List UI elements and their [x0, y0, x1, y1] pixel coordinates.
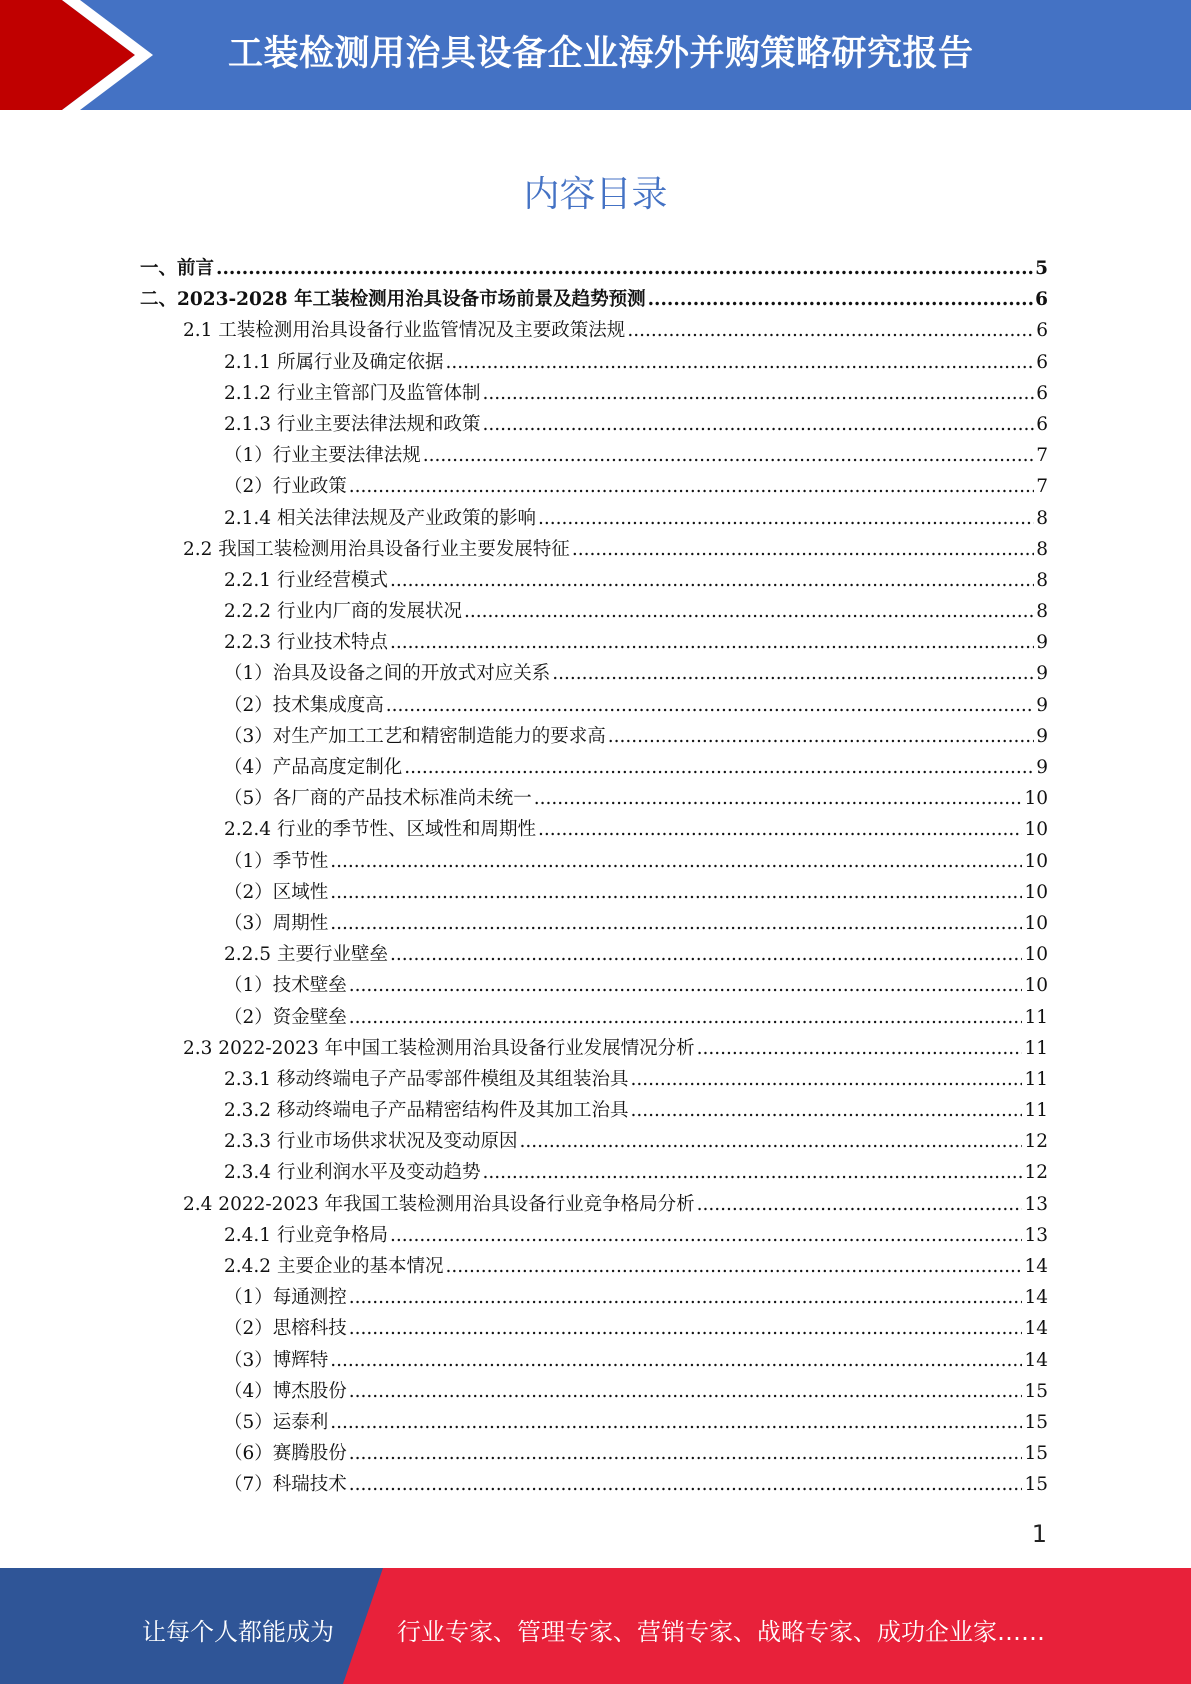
toc-entry-label: （1）治具及设备之间的开放式对应关系	[224, 663, 551, 685]
toc-entry-page: 10	[1024, 788, 1048, 810]
toc-entry[interactable]	[140, 378, 1048, 409]
header-arrow-icon	[0, 0, 200, 110]
toc-leader-dots	[482, 378, 1034, 409]
toc-leader-dots	[630, 1064, 1022, 1095]
toc-entry-page: 9	[1036, 757, 1048, 778]
toc-leader-dots	[390, 939, 1022, 970]
toc-entry-page: 10	[1024, 944, 1048, 966]
page-header-band	[0, 0, 1191, 110]
toc-entry[interactable]	[140, 1002, 1048, 1033]
toc-leader-dots	[390, 1220, 1022, 1251]
toc-entry-page: 9	[1036, 725, 1048, 747]
toc-entry-label: 2.2.1 行业经营模式	[224, 569, 388, 591]
toc-entry-label: （4）博杰股份	[224, 1380, 347, 1402]
toc-leader-dots	[445, 347, 1034, 378]
toc-entry-label: 2.3.2 移动终端电子产品精密结构件及其加工治具	[224, 1100, 629, 1122]
toc-entry-page: 11	[1024, 1037, 1048, 1059]
toc-leader-dots	[330, 1345, 1022, 1376]
toc-entry[interactable]	[140, 1095, 1048, 1126]
toc-entry[interactable]	[140, 596, 1048, 627]
toc-entry-page: 10	[1024, 850, 1048, 872]
toc-entry-label: 2.2 我国工装检测用治具设备行业主要发展特征	[183, 538, 570, 560]
toc-entry-label: （2）思榕科技	[224, 1318, 347, 1340]
toc-entry-label: 2.4 2022-2023 年我国工装检测用治具设备行业竞争格局分析	[183, 1193, 695, 1215]
toc-leader-dots	[404, 752, 1034, 783]
toc-entry-page: 8	[1036, 507, 1048, 529]
toc-leader-dots	[572, 534, 1034, 565]
toc-leader-dots	[349, 1376, 1023, 1407]
toc-entry-page: 8	[1036, 538, 1048, 560]
toc-entry-label: （3）周期性	[224, 912, 329, 934]
toc-leader-dots	[534, 783, 1023, 814]
toc-entry[interactable]	[140, 534, 1048, 565]
toc-entry-label: 一、前言	[140, 258, 215, 279]
toc-entry-page: 9	[1036, 694, 1048, 716]
toc-entry-label: （6）赛腾股份	[224, 1443, 347, 1465]
toc-entry[interactable]	[140, 721, 1048, 752]
toc-entry-page: 11	[1024, 1068, 1048, 1090]
toc-entry-page: 14	[1024, 1349, 1048, 1371]
toc-entry[interactable]	[140, 1126, 1048, 1157]
toc-entry[interactable]	[140, 752, 1048, 783]
toc-entry-page: 6	[1036, 382, 1048, 404]
toc-entry-page: 8	[1036, 569, 1048, 591]
toc-leader-dots	[482, 1157, 1022, 1188]
toc-entry-page: 14	[1024, 1256, 1048, 1277]
toc-entry-page: 6	[1036, 320, 1048, 342]
toc-entry-page: 15	[1024, 1411, 1048, 1433]
toc-entry[interactable]	[140, 1251, 1048, 1282]
toc-entry-page: 10	[1024, 881, 1048, 903]
toc-entry[interactable]	[140, 1189, 1048, 1220]
toc-leader-dots	[464, 596, 1034, 627]
toc-leader-dots	[330, 908, 1022, 939]
toc-entry-label: 2.1.3 行业主要法律法规和政策	[224, 413, 481, 435]
toc-entry-label: 2.2.4 行业的季节性、区域性和周期性	[224, 819, 536, 841]
toc-entry-label: （2）技术集成度高	[224, 694, 384, 716]
toc-leader-dots	[349, 471, 1034, 502]
toc-entry-page: 6	[1036, 413, 1048, 435]
toc-leader-dots	[630, 1095, 1022, 1126]
toc-entry-label: 2.3.3 行业市场供求状况及变动原因	[224, 1131, 518, 1153]
toc-entry[interactable]	[140, 814, 1048, 845]
toc-entry-label: （1）季节性	[224, 850, 329, 872]
toc-entry[interactable]	[140, 1282, 1048, 1313]
toc-entry[interactable]	[140, 627, 1048, 658]
toc-entry[interactable]	[140, 284, 1048, 315]
toc-leader-dots	[349, 970, 1023, 1001]
toc-entry-label: （1）行业主要法律法规	[224, 445, 421, 467]
toc-entry-label: 2.4.1 行业竞争格局	[224, 1224, 388, 1246]
toc-entry[interactable]	[140, 908, 1048, 939]
toc-leader-dots	[519, 1126, 1022, 1157]
toc-entry-page: 9	[1036, 663, 1048, 685]
toc-leader-dots	[349, 1002, 1023, 1033]
toc-heading: 内容目录	[523, 174, 668, 215]
toc-entry-label: （5）各厂商的产品技术标准尚未统一	[224, 788, 532, 810]
toc-entry-page: 7	[1036, 445, 1048, 467]
toc-entry[interactable]	[140, 1033, 1048, 1064]
report-title: 工装检测用治具设备企业海外并购策略研究报告	[228, 34, 974, 74]
toc-entry-label: （4）产品高度定制化	[224, 757, 403, 778]
toc-entry-label: （3）对生产加工工艺和精密制造能力的要求高	[224, 725, 606, 747]
toc-entry-page: 13	[1024, 1224, 1048, 1246]
toc-entry-page: 9	[1036, 632, 1048, 654]
toc-entry-label: 2.3.1 移动终端电子产品零部件模组及其组装治具	[224, 1068, 629, 1090]
toc-entry-label: 2.1.1 所属行业及确定依据	[224, 351, 444, 373]
toc-entry-label: 2.1.4 相关法律法规及产业政策的影响	[224, 507, 536, 529]
toc-entry-label: （5）运泰利	[224, 1411, 329, 1433]
toc-leader-dots	[349, 1469, 1023, 1500]
toc-entry[interactable]	[140, 471, 1048, 502]
toc-entry[interactable]	[140, 565, 1048, 596]
toc-entry[interactable]	[140, 970, 1048, 1001]
toc-entry-page: 14	[1024, 1287, 1048, 1309]
toc-leader-dots	[349, 1313, 1023, 1344]
toc-entry-page: 11	[1024, 1006, 1048, 1028]
toc-entry[interactable]	[140, 409, 1048, 440]
toc-entry-page: 15	[1024, 1380, 1048, 1402]
footer-slogan-left: 让每个人都能成为	[142, 1618, 334, 1646]
table-of-contents	[140, 253, 1048, 1501]
toc-entry-label: （7）科瑞技术	[224, 1474, 347, 1496]
toc-entry-page: 15	[1024, 1443, 1048, 1465]
toc-entry[interactable]	[140, 690, 1048, 721]
toc-leader-dots	[423, 440, 1034, 471]
toc-entry[interactable]	[140, 1345, 1048, 1376]
toc-entry[interactable]	[140, 1407, 1048, 1438]
toc-leader-dots	[216, 253, 1033, 284]
toc-entry-page: 6	[1036, 351, 1048, 373]
toc-entry[interactable]	[140, 939, 1048, 970]
toc-entry-label: （2）区域性	[224, 881, 329, 903]
toc-leader-dots	[697, 1189, 1023, 1220]
toc-entry-label: （1）每通测控	[224, 1287, 347, 1309]
toc-leader-dots	[627, 315, 1034, 346]
footer-slogan-right: 行业专家、管理专家、营销专家、战略专家、成功企业家……	[397, 1618, 1045, 1646]
toc-entry-label: 2.2.3 行业技术特点	[224, 632, 388, 654]
toc-entry[interactable]	[140, 658, 1048, 689]
toc-entry-page: 11	[1024, 1100, 1048, 1122]
toc-leader-dots	[648, 284, 1034, 315]
toc-entry[interactable]	[140, 846, 1048, 877]
toc-entry-page: 8	[1036, 601, 1048, 623]
toc-entry[interactable]	[140, 1313, 1048, 1344]
toc-entry[interactable]	[140, 1376, 1048, 1407]
toc-entry[interactable]	[140, 1157, 1048, 1188]
toc-entry-label: （3）博辉特	[224, 1349, 329, 1371]
toc-entry-page: 15	[1024, 1474, 1048, 1496]
toc-entry-page: 13	[1024, 1193, 1048, 1215]
toc-entry-label: 2.3.4 行业利润水平及变动趋势	[224, 1162, 481, 1184]
toc-entry-page: 5	[1035, 258, 1048, 279]
toc-leader-dots	[445, 1251, 1022, 1282]
toc-entry[interactable]	[140, 253, 1048, 284]
toc-entry[interactable]	[140, 1064, 1048, 1095]
page-number: 1	[1031, 1520, 1047, 1548]
toc-leader-dots	[330, 846, 1022, 877]
toc-entry-page: 14	[1024, 1318, 1048, 1340]
toc-entry-page: 10	[1024, 912, 1048, 934]
toc-leader-dots	[538, 814, 1022, 845]
toc-entry-page: 10	[1024, 819, 1048, 841]
toc-leader-dots	[390, 565, 1034, 596]
toc-entry[interactable]	[140, 347, 1048, 378]
toc-entry-label: 2.4.2 主要企业的基本情况	[224, 1256, 444, 1277]
toc-entry-label: （2）行业政策	[224, 476, 347, 498]
toc-leader-dots	[482, 409, 1034, 440]
toc-entry-label: 2.1 工装检测用治具设备行业监管情况及主要政策法规	[183, 320, 626, 342]
toc-entry-label: （2）资金壁垒	[224, 1006, 347, 1028]
toc-leader-dots	[697, 1033, 1023, 1064]
toc-leader-dots	[386, 690, 1034, 721]
toc-entry-page: 7	[1036, 476, 1048, 498]
toc-leader-dots	[330, 1407, 1022, 1438]
toc-leader-dots	[552, 658, 1034, 689]
toc-entry[interactable]	[140, 1438, 1048, 1469]
toc-leader-dots	[608, 721, 1034, 752]
toc-entry[interactable]	[140, 783, 1048, 814]
toc-entry-label: 2.3 2022-2023 年中国工装检测用治具设备行业发展情况分析	[183, 1037, 695, 1059]
page-footer-band	[0, 1568, 1191, 1684]
toc-entry-page: 6	[1035, 289, 1048, 311]
toc-entry-label: （1）技术壁垒	[224, 975, 347, 997]
toc-leader-dots	[390, 627, 1034, 658]
toc-entry-label: 2.2.2 行业内厂商的发展状况	[224, 601, 462, 623]
toc-entry[interactable]	[140, 440, 1048, 471]
toc-entry-page: 12	[1024, 1162, 1048, 1184]
toc-entry[interactable]	[140, 1220, 1048, 1251]
toc-entry-label: 二、2023-2028 年工装检测用治具设备市场前景及趋势预测	[140, 289, 646, 311]
toc-leader-dots	[349, 1282, 1023, 1313]
toc-entry[interactable]	[140, 315, 1048, 346]
toc-entry-label: 2.1.2 行业主管部门及监管体制	[224, 382, 481, 404]
toc-leader-dots	[330, 877, 1022, 908]
toc-leader-dots	[349, 1438, 1023, 1469]
toc-entry-page: 12	[1024, 1131, 1048, 1153]
toc-entry-label: 2.2.5 主要行业壁垒	[224, 944, 388, 966]
toc-entry[interactable]	[140, 877, 1048, 908]
toc-leader-dots	[538, 503, 1034, 534]
toc-entry[interactable]	[140, 1469, 1048, 1500]
toc-entry-page: 10	[1024, 975, 1048, 997]
toc-entry[interactable]	[140, 503, 1048, 534]
